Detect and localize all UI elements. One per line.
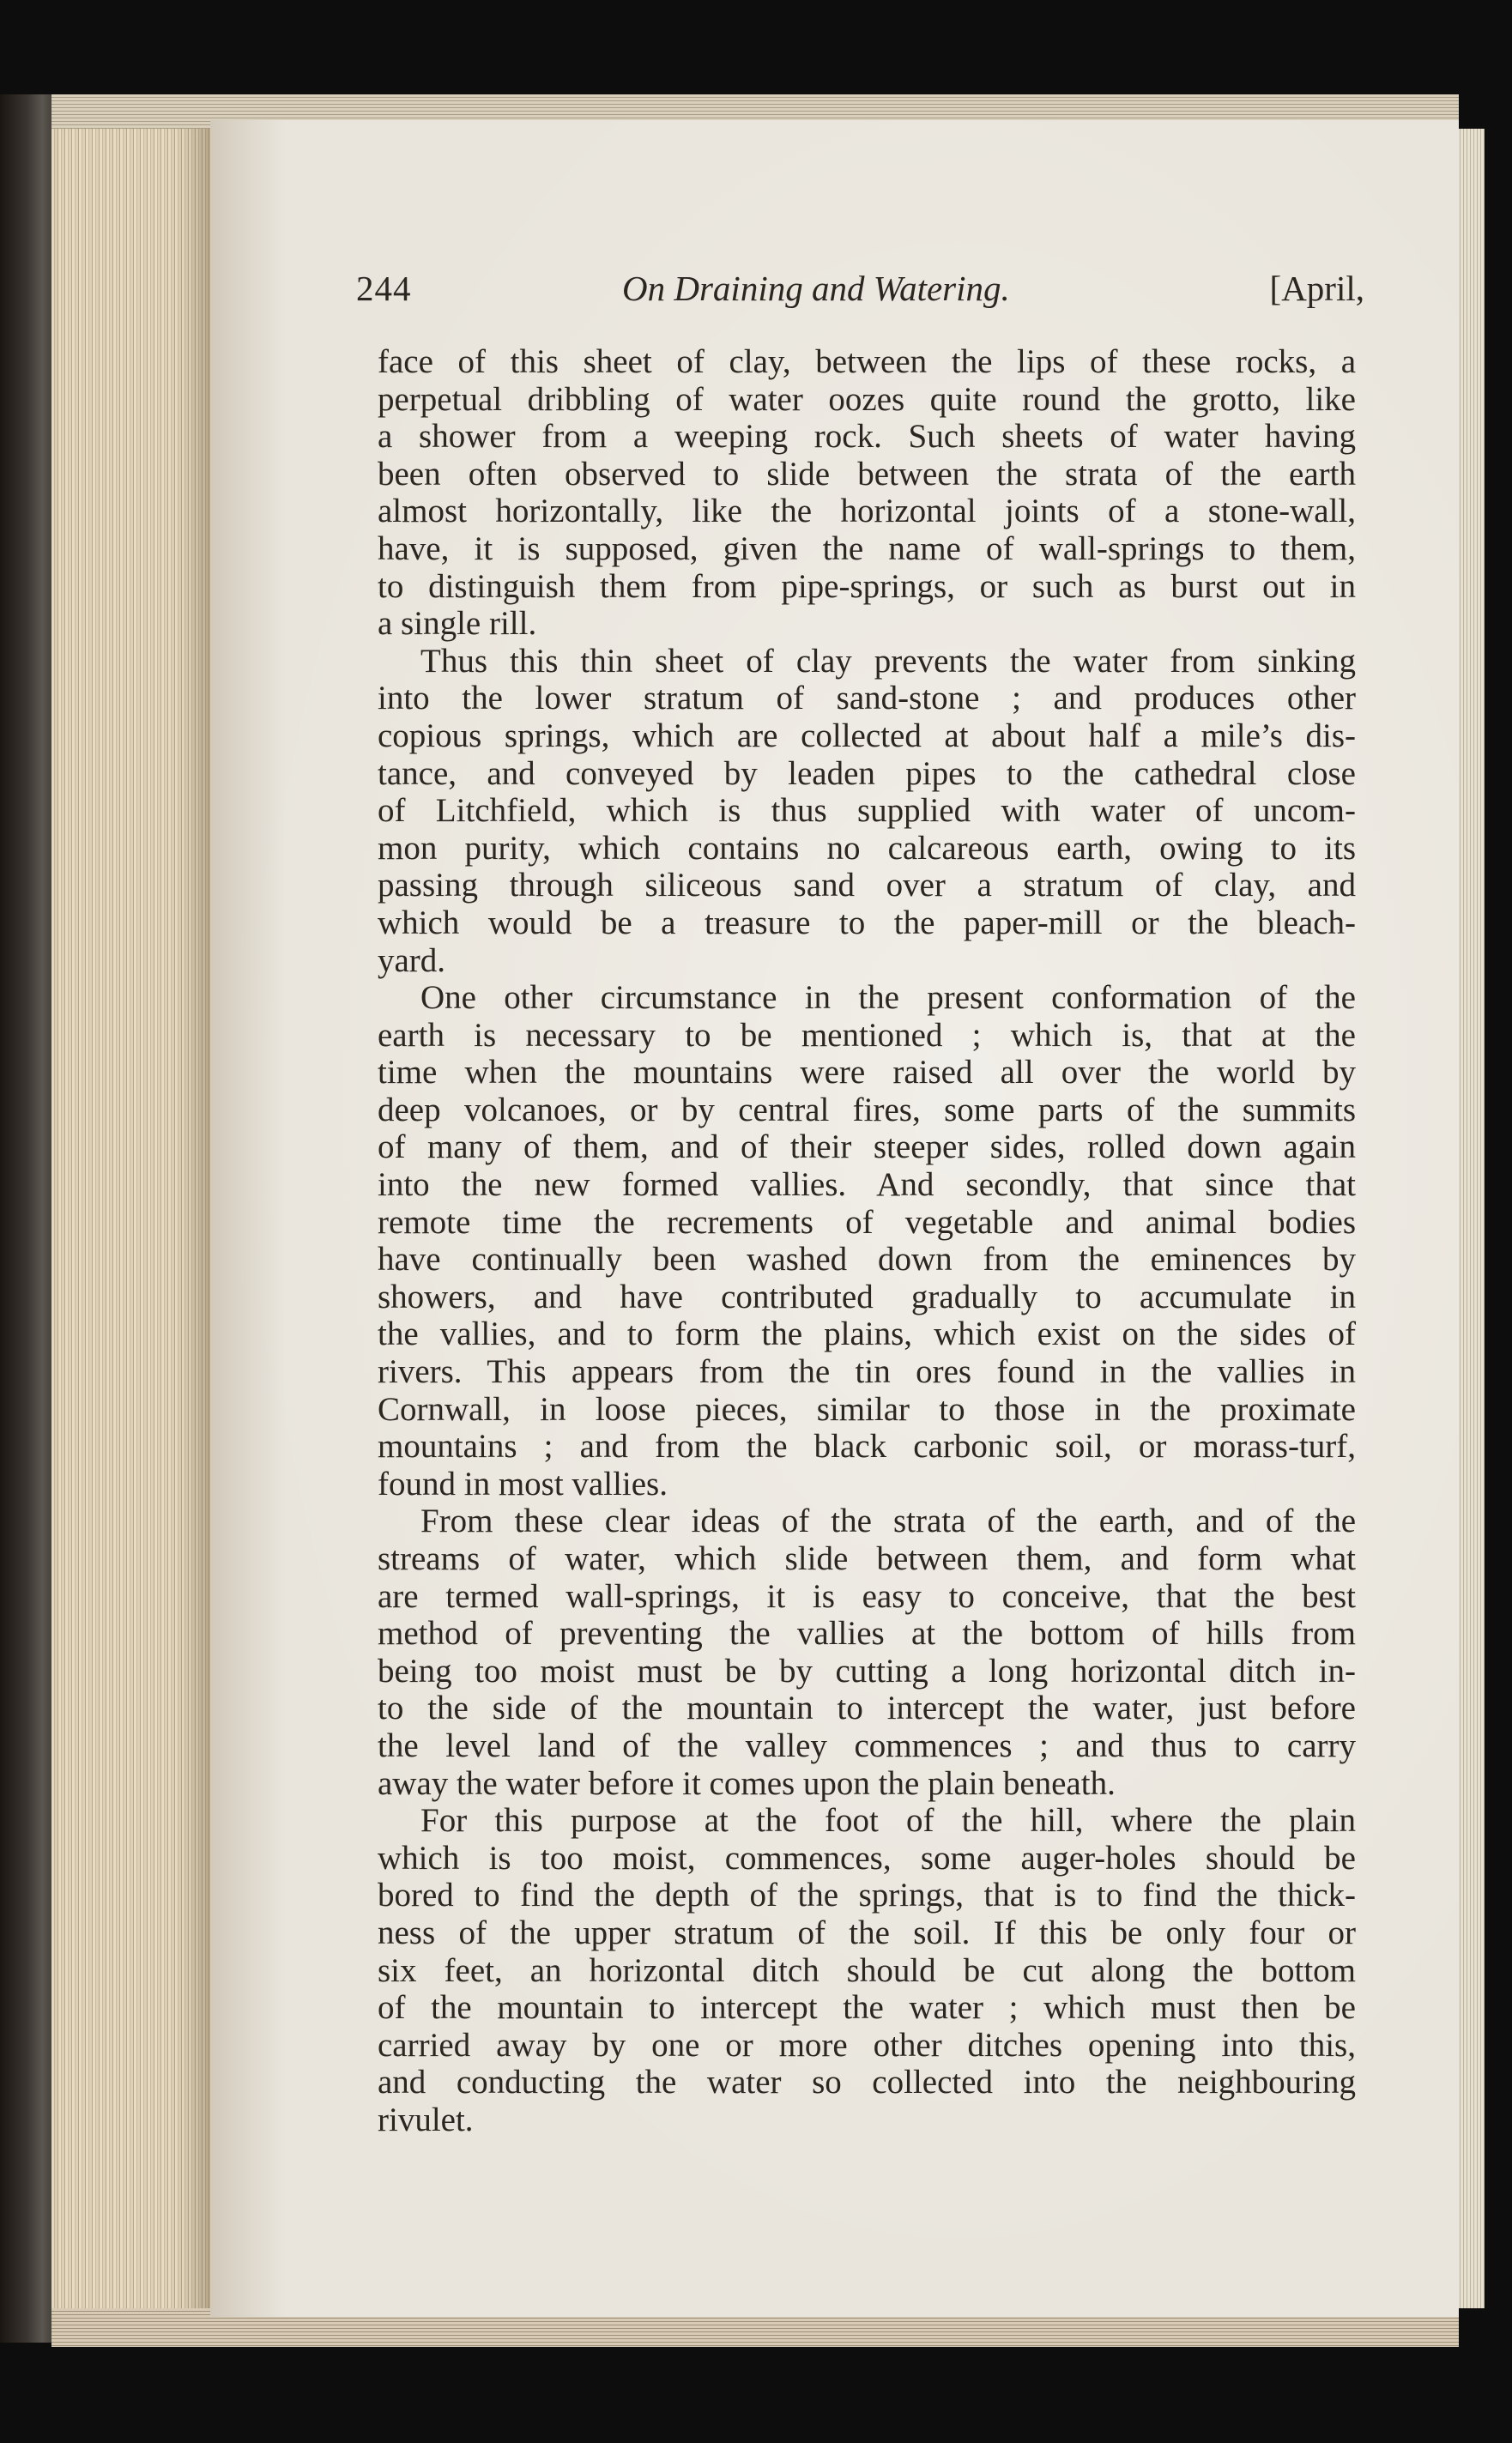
text-line: perpetual dribbling of water oozes quite round the grotto, like [378,380,1356,418]
page-edges-left [51,103,215,2334]
text-line: From these clear ideas of the strata of the earth, and of the [420,1503,1356,1540]
text-line: For this purpose at the foot of the hill, where the plain [420,1802,1356,1840]
text-line: have, it is supposed, given the name of wall-springs to them, [378,529,1356,567]
text-line: time when the mountains were raised all over the world by [378,1054,1356,1091]
text-line: ness of the upper stratum of the soil. If this be only four or [378,1914,1356,1951]
text-line: six feet, an horizontal ditch should be cut along the bottom [378,1951,1356,1989]
text-line: rivulet. [378,2101,474,2138]
text-line: deep volcanoes, or by central fires, some parts of the summits [378,1091,1356,1128]
text-line: passing through siliceous sand over a stratum of clay, and [378,867,1356,904]
text-line: to the side of the mountain to intercept the water, just before [378,1690,1356,1727]
text-line: face of this sheet of clay, between the lips of these rocks, a [378,343,1356,380]
running-head [356,268,1364,319]
text-line: found in most vallies. [378,1465,668,1503]
text-line: which would be a treasure to the paper-mill or the bleach- [378,904,1356,941]
text-line: showers, and have contributed gradually to accumulate in [378,1278,1356,1315]
text-line: are termed wall-springs, it is easy to conceive, that the best [378,1577,1356,1615]
text-line: of Litchfield, which is thus supplied with water of uncom- [378,792,1356,830]
text-line: mountains ; and from the black carbonic soil, or morass-turf, [378,1428,1356,1466]
text-line: of many of them, and of their steeper sides, rolled down again [378,1128,1356,1166]
text-line: mon purity, which contains no calcareous earth, owing to its [378,829,1356,867]
text-line: and conducting the water so collected into the neighbouring [378,2064,1356,2101]
text-line: earth is necessary to be mentioned ; which is, that at the [378,1016,1356,1054]
text-line: streams of water, which slide between them, and form what [378,1540,1356,1577]
text-line: carried away by one or more other ditches opening into this, [378,2026,1356,2064]
text-line: rivers. This appears from the tin ores found in the vallies in [378,1353,1356,1391]
text-line: copious springs, which are collected at about half a mile’s dis- [378,717,1356,754]
text-line: method of preventing the vallies at the bottom of hills from [378,1615,1356,1653]
body-text [378,343,1356,2139]
text-line: tance, and conveyed by leaden pipes to the cathedral close [378,754,1356,792]
text-line: the vallies, and to form the plains, which exist on the sides of [378,1315,1356,1353]
text-line: remote time the recrements of vegetable and animal bodies [378,1203,1356,1241]
text-line: One other circumstance in the present conformation of the [420,979,1356,1017]
text-line: almost horizontally, like the horizontal joints of a stone-wall, [378,493,1356,530]
text-line: Cornwall, in loose pieces, similar to those in the proximate [378,1390,1356,1428]
text-line: which is too moist, commences, some auger-holes should be [378,1839,1356,1877]
text-line: of the mountain to intercept the water ; which must then be [378,1989,1356,2027]
text-line: to distinguish them from pipe-springs, or such as burst out in [378,567,1356,605]
text-line: been often observed to slide between the strata of the earth [378,455,1356,493]
text-line: away the water before it comes upon the plain beneath. [378,1764,1116,1802]
running-title: On Draining and Watering. [622,269,1010,308]
text-line: have continually been washed down from the eminences by [378,1241,1356,1279]
text-line: the level land of the valley commences ; and thus to carry [378,1726,1356,1764]
page-number: 244 [356,269,412,308]
text-line: a single rill. [378,605,537,643]
running-date: [April, [1269,269,1364,308]
text-line: being too moist must be by cutting a long horizontal ditch in- [378,1652,1356,1690]
text-line: Thus this thin sheet of clay prevents the water from sinking [420,642,1356,680]
text-line: bored to find the depth of the springs, that is to find the thick- [378,1877,1356,1914]
text-line: yard. [378,941,446,979]
text-line: into the new formed vallies. And secondly, that since that [378,1166,1356,1204]
text-line: a shower from a weeping rock. Such sheets of water having [378,418,1356,456]
text-line: into the lower stratum of sand-stone ; and produces other [378,680,1356,717]
